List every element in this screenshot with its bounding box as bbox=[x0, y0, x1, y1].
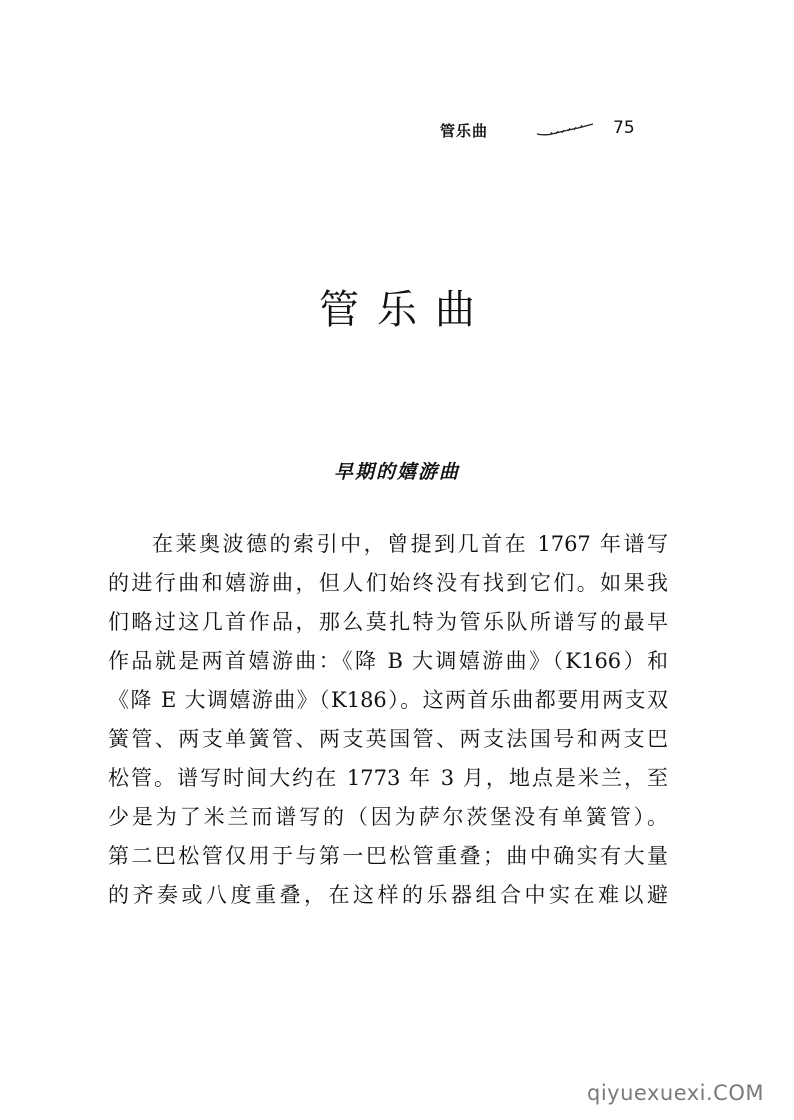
paragraph-line: 的齐奏或八度重叠，在这样的乐器组合中实在难以避 bbox=[108, 883, 668, 907]
flourish-ornament-icon bbox=[536, 122, 594, 138]
paragraph-line: 第二巴松管仅用于与第一巴松管重叠；曲中确实有大量 bbox=[108, 844, 668, 868]
paragraph-line: 少是为了米兰而谱写的（因为萨尔茨堡没有单簧管）。 bbox=[108, 805, 668, 829]
section-title: 早期的嬉游曲 bbox=[333, 461, 460, 483]
paragraph-line: 《降 E 大调嬉游曲》（K186）。这两首乐曲都要用两支双 bbox=[108, 688, 668, 712]
paragraph-line: 簧管、两支单簧管、两支英国管、两支法国号和两支巴 bbox=[108, 727, 668, 751]
paragraph-line: 作品就是两首嬉游曲：《降 B 大调嬉游曲》（K166）和 bbox=[108, 649, 668, 673]
paragraph-line: 在莱奥波德的索引中，曾提到几首在 1767 年谱写 bbox=[152, 532, 668, 556]
chapter-title: 管乐曲 bbox=[319, 287, 493, 333]
paragraph-line: 松管。谱写时间大约在 1773 年 3 月，地点是米兰，至 bbox=[108, 766, 668, 790]
running-header-title: 管乐曲 bbox=[440, 122, 489, 140]
site-watermark: qiyuexuexi.COM bbox=[587, 1081, 764, 1105]
paragraph-line: 们略过这几首作品，那么莫扎特为管乐队所谱写的最早 bbox=[108, 610, 668, 634]
paragraph-line: 的进行曲和嬉游曲，但人们始终没有找到它们。如果我 bbox=[108, 571, 668, 595]
body-paragraph bbox=[108, 525, 668, 915]
running-header bbox=[440, 118, 650, 144]
page-number: 75 bbox=[613, 118, 635, 138]
